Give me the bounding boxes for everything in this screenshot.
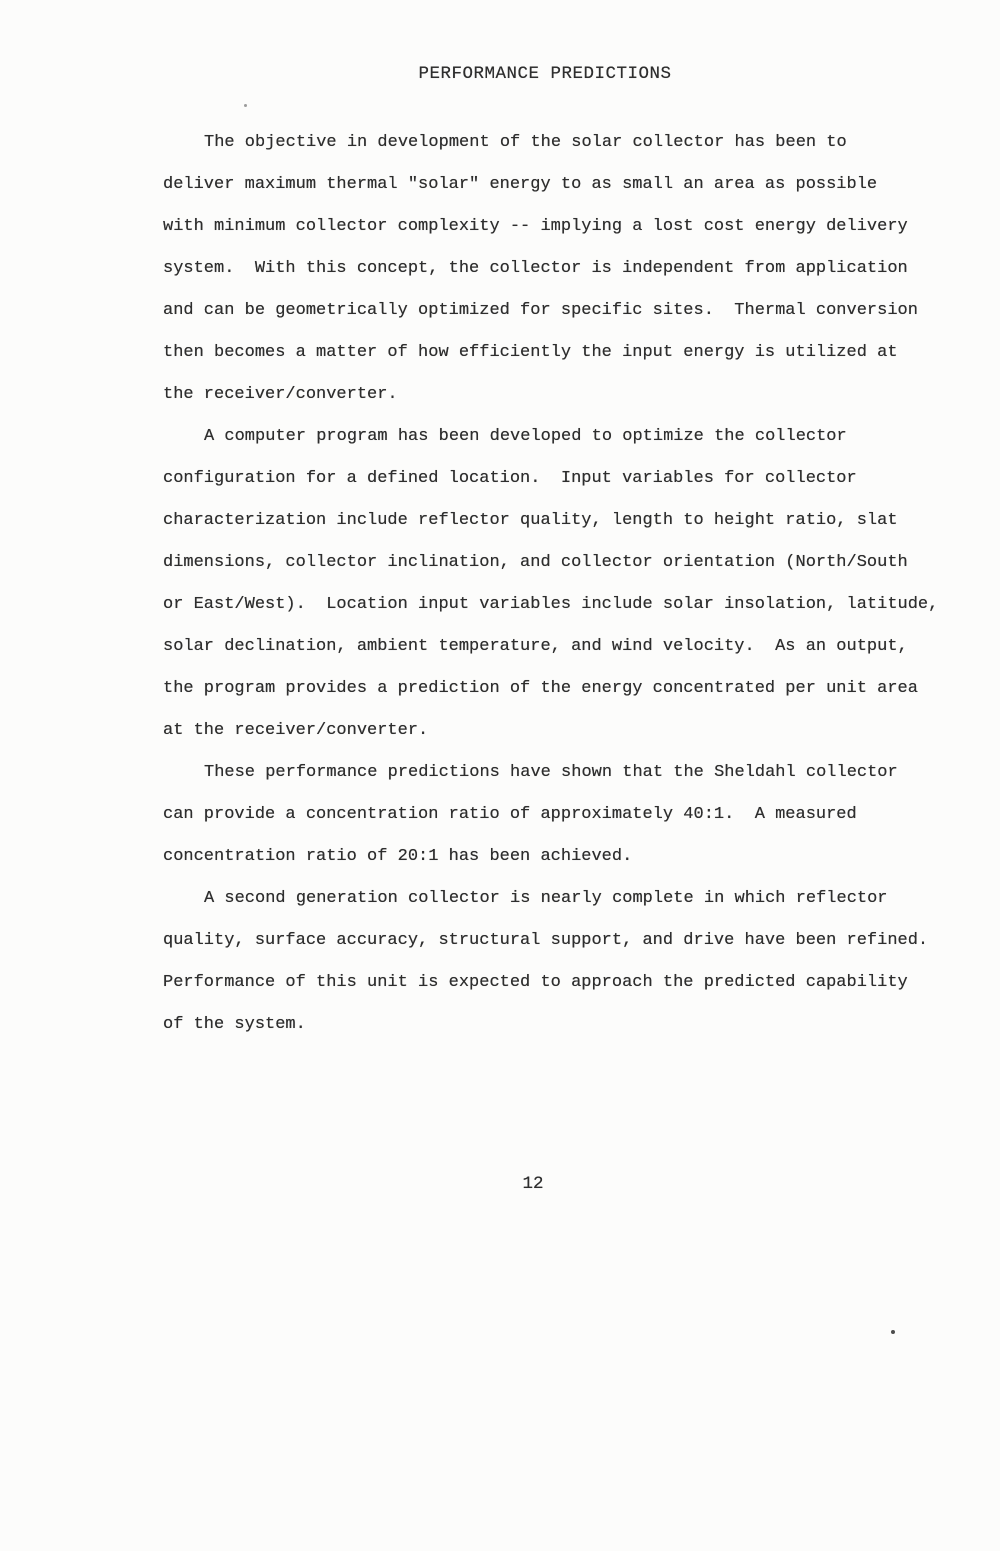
scan-speck [244,104,247,107]
text-line: concentration ratio of 20:1 has been achieved. [163,847,633,866]
page-title: PERFORMANCE PREDICTIONS [418,64,672,84]
paragraph [163,122,963,416]
paragraph [163,416,963,752]
text-line: the receiver/converter. [163,385,398,404]
scan-speck [891,1330,895,1334]
text-line: or East/West). Location input variables include solar insolation, latitude, [163,595,939,614]
text-line: system. With this concept, the collector is independent from application [163,259,908,278]
text-line: solar declination, ambient temperature, and wind velocity. As an output, [163,637,908,656]
text-line: A computer program has been developed to optimize the collector [204,427,847,446]
text-line: the program provides a prediction of the energy concentrated per unit area [163,679,918,698]
text-line: configuration for a defined location. Input variables for collector [163,469,857,488]
text-line: characterization include reflector quality, length to height ratio, slat [163,511,898,530]
text-line: then becomes a matter of how efficiently the input energy is utilized at [163,343,898,362]
text-line: A second generation collector is nearly complete in which reflector [204,889,888,908]
page-number: 12 [522,1174,544,1194]
document-body [163,122,963,1046]
text-line: and can be geometrically optimized for specific sites. Thermal conversion [163,301,918,320]
text-line: can provide a concentration ratio of approximately 40:1. A measured [163,805,857,824]
paragraph [163,752,963,878]
text-line: quality, surface accuracy, structural support, and drive have been refined. [163,931,929,950]
text-line: dimensions, collector inclination, and collector orientation (North/South [163,553,908,572]
text-line: These performance predictions have shown that the Sheldahl collector [204,763,898,782]
text-line: with minimum collector complexity -- implying a lost cost energy delivery [163,217,908,236]
text-line: Performance of this unit is expected to approach the predicted capability [163,973,908,992]
text-line: deliver maximum thermal "solar" energy to as small an area as possible [163,175,878,194]
text-line: of the system. [163,1015,306,1034]
text-line: The objective in development of the solar collector has been to [204,133,847,152]
paragraph [163,878,963,1046]
text-line: at the receiver/converter. [163,721,429,740]
